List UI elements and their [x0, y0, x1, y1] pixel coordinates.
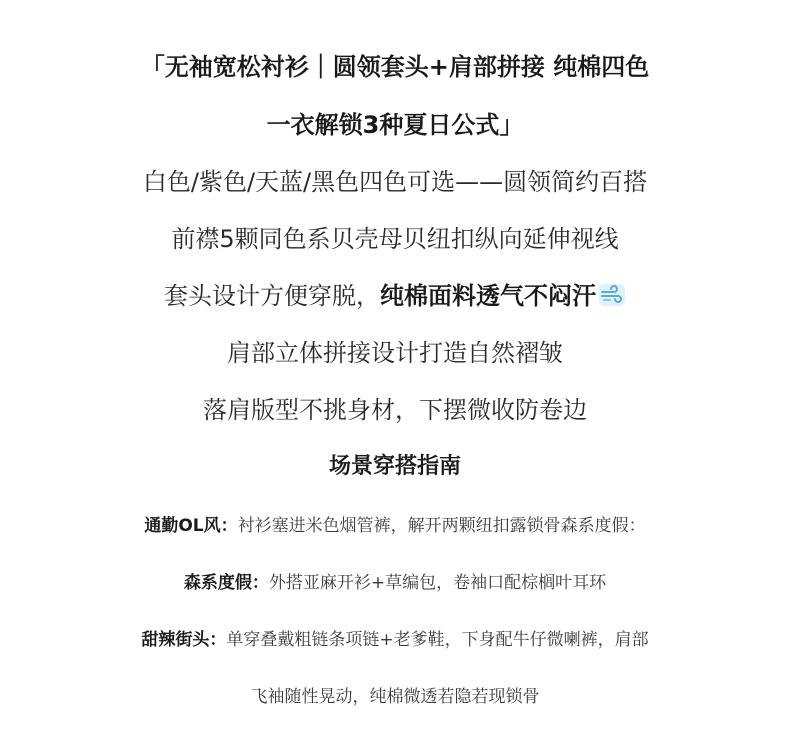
scene-forest-text: 外搭亚麻开衫+草编包，卷袖口配棕榈叶耳环 [268, 573, 607, 593]
scene-street-text: 单穿叠戴粗链条项链+老爹鞋，下身配牛仔微喇裤，肩部 [226, 630, 649, 650]
feature-fabric-bold: 纯棉面料透气不闷汗 [380, 282, 596, 310]
section-title: 场景穿搭指南 [328, 454, 461, 479]
scene-commute [0, 511, 790, 536]
scene-street-continuation: 飞袖随性晃动，纯棉微透若隐若现锁骨 [250, 687, 540, 707]
scene-street-label: 甜辣街头： [141, 630, 227, 650]
scene-forest [0, 568, 790, 593]
scene-forest-label: 森系度假： [183, 573, 269, 593]
title-line-1: 「无袖宽松衬衫｜圆领套头+肩部拼接 纯棉四色 [140, 53, 650, 81]
feature-buttons: 前襟5颗同色系贝壳母贝纽扣纵向延伸视线 [171, 225, 619, 253]
scene-commute-label: 通勤OL风： [144, 516, 238, 536]
feature-colors: 白色/紫色/天蓝/黑色四色可选——圆领简约百搭 [142, 168, 648, 196]
scene-commute-text: 衬衫塞进米色烟管裤，解开两颗纽扣露锁骨森系度假： [237, 516, 646, 536]
wind-emoji-icon [598, 283, 626, 313]
feature-shoulder: 肩部立体拼接设计打造自然褶皱 [227, 339, 563, 367]
scene-street [0, 625, 790, 650]
title-line-2: 一衣解锁3种夏日公式」 [266, 111, 524, 139]
feature-fabric-plain: 套头设计方便穿脱， [164, 282, 380, 310]
feature-fabric [0, 276, 790, 313]
feature-fit: 落肩版型不挑身材，下摆微收防卷边 [203, 396, 587, 424]
